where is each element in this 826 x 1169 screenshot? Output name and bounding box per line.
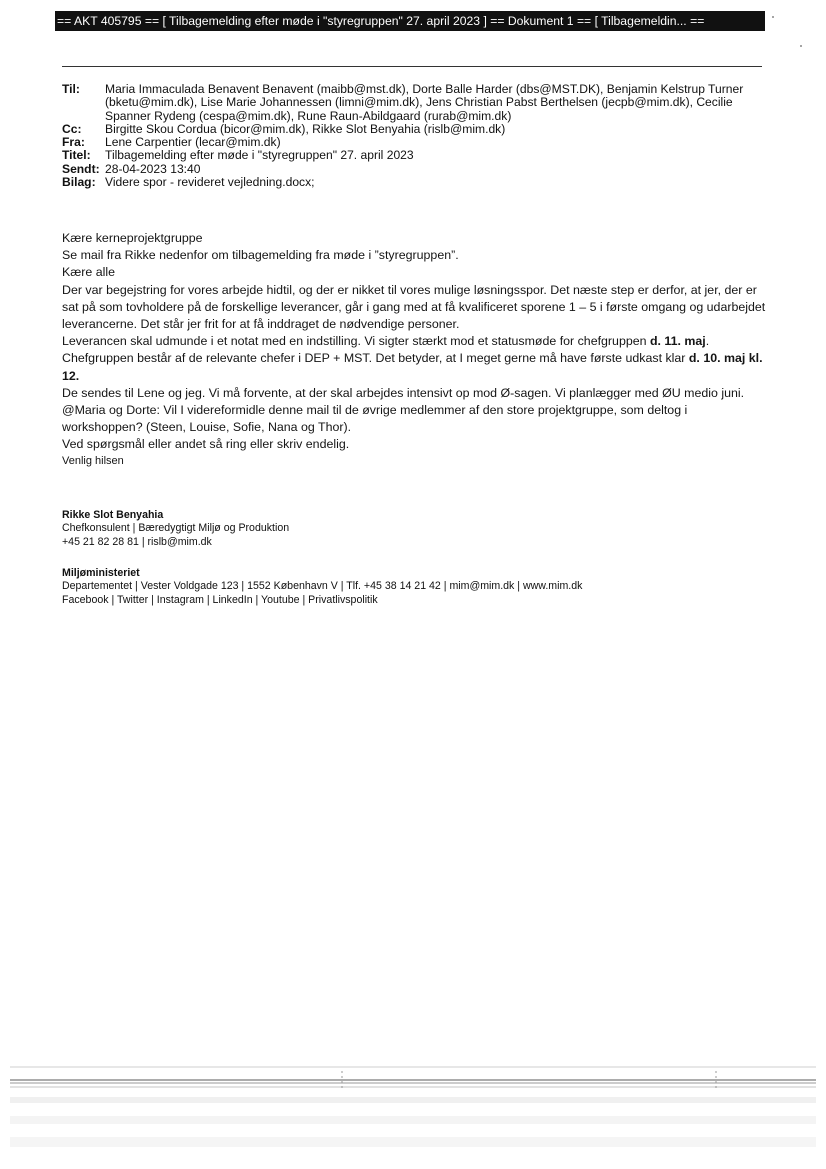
to-row <box>62 83 762 123</box>
attachment-label: Bilag: <box>62 175 96 190</box>
greeting-all: Kære alle <box>62 265 116 280</box>
organization-address: Departementet | Vester Voldgade 123 | 1552 København V | Tlf. +45 38 14 21 42 | mim@mim.dk | www.mim.dk <box>62 580 583 593</box>
cc-value: Birgitte Skou Cordua (bicor@mim.dk), Rikke Slot Benyahia (rislb@mim.dk) <box>105 121 506 136</box>
paragraph-send-to: De sendes til Lene og jeg. Vi må forvente, at der skal arbejdes intensivt op mod Ø-sagen. Vi planlægger med ØU medio juni. <box>62 385 745 400</box>
intro-line: Se mail fra Rikke nedenfor om tilbagemelding fra møde i ”styregruppen”. <box>62 248 459 263</box>
paragraph-forward-request: @Maria og Dorte: Vil I videreformidle denne mail til de øvrige medlemmer af den store projektgruppe, som deltog i workshoppen? (Steen, Louise, Sofie, Nana og Thor). <box>62 403 688 435</box>
to-value: Maria Immaculada Benavent Benavent (maibb@mst.dk), Dorte Balle Harder (dbs@MST.DK), Benjamin Kelstrup Turner (bketu@mim.dk), Lise Marie Johannessen (limni@mim.dk), Jens Christian Pabst Berthelsen (jecpb@mim.dk), Cecilie Spanner Rydeng (cespa@mim.dk), Rune Raun-Abildgaard (rurab@mim.dk) <box>105 82 744 123</box>
cc-row <box>62 123 762 136</box>
email-headers <box>62 83 762 189</box>
title-row <box>62 149 762 162</box>
paragraph-progress: Der var begejstring for vores arbejde hidtil, og der er nikket til vores mulige løsningsspor. Det næste step er derfor, at jer, der er sat på som tovholdere på de forskellige leverancer, går i gang med at få kvalificeret sporene 1 – 5 i første omgang og udarbejdet leverancerne. Det står jer frit for at få inddraget de nødvendige personer. <box>62 282 766 332</box>
from-label: Fra: <box>62 135 85 150</box>
from-row <box>62 136 762 149</box>
signature-role: Chefkonsulent | Bæredygtigt Miljø og Produktion <box>62 522 290 535</box>
cc-label: Cc: <box>62 121 82 136</box>
from-value: Lene Carpentier (lecar@mim.dk) <box>105 135 281 150</box>
sent-label: Sendt: <box>62 161 100 176</box>
title-label: Titel: <box>62 148 91 163</box>
organization-name: Miljøministeriet <box>62 567 140 579</box>
deadline-status-meeting: d. 11. maj <box>649 334 706 349</box>
organization-block <box>62 567 767 607</box>
attachment-value: Videre spor - revideret vejledning.docx; <box>105 175 315 190</box>
closing-greeting: Venlig hilsen <box>62 454 124 467</box>
title-value: Tilbagemelding efter møde i "styregruppen" 27. april 2023 <box>105 148 414 163</box>
sent-row <box>62 163 762 176</box>
signature-block <box>62 509 767 549</box>
deadline-first-draft: d. 10. maj kl. 12. <box>62 351 763 383</box>
sent-value: 28-04-2023 13:40 <box>105 161 201 176</box>
scan-artifact-lines <box>0 1060 826 1169</box>
attachment-row <box>62 176 762 189</box>
scan-speck <box>772 16 774 18</box>
signature-name: Rikke Slot Benyahia <box>62 509 164 521</box>
deliverable-text-1: Leverancen skal udmunde i et notat med en indstilling. Vi sigter stærkt mod et statusmøde for chefgruppen <box>62 334 650 349</box>
paragraph-deliverable <box>62 333 767 385</box>
header-divider <box>62 66 762 67</box>
deliverable-text-2: . Chefgruppen består af de relevante chefer i DEP + MST. Det betyder, at I meget gerne må have første udkast klar <box>62 334 710 366</box>
email-body <box>62 230 767 468</box>
to-label: Til: <box>62 82 80 96</box>
greeting-team: Kære kerneprojektgruppe <box>62 231 203 245</box>
signature-contact: +45 21 82 28 81 | rislb@mim.dk <box>62 535 212 548</box>
paragraph-questions: Ved spørgsmål eller andet så ring eller skriv endelig. <box>62 437 350 452</box>
scan-speck <box>800 45 802 47</box>
document-banner: == AKT 405795 == [ Tilbagemelding efter møde i "styregruppen" 27. april 2023 ] == Dokument 1 == [ Tilbagemeldin... == <box>55 11 765 31</box>
organization-links: Facebook | Twitter | Instagram | LinkedIn | Youtube | Privatlivspolitik <box>62 593 378 606</box>
